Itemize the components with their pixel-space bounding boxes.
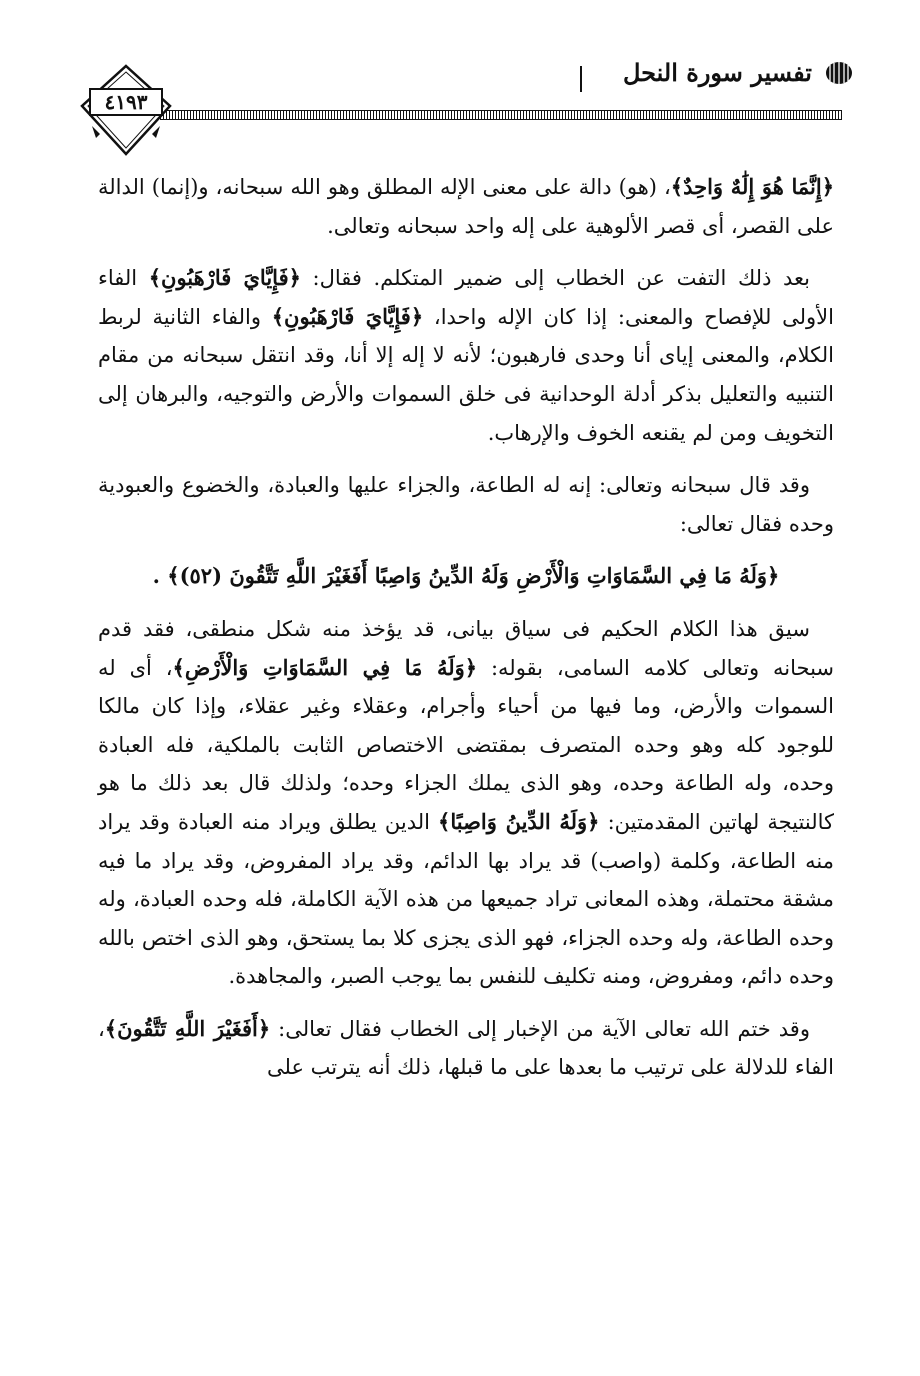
body-paragraph	[98, 466, 834, 543]
paragraph-text: وقد ختم الله تعالى الآية من الإخبار إلى الخطاب فقال تعالى:	[270, 1016, 810, 1041]
paragraph-text: الفاء الأولى للإفصاح والمعنى: إذا كان الإله واحدا،	[98, 266, 834, 329]
paragraph-text: بعد ذلك التفت عن الخطاب إلى ضمير المتكلم. فقال:	[300, 266, 810, 291]
quran-quote: ﴿فَإِيَّايَ فَارْهَبُونِ﴾	[271, 303, 424, 329]
header-divider	[580, 66, 582, 92]
body-paragraph	[98, 168, 834, 245]
flower-ornament-icon	[824, 60, 854, 86]
page-number: ٤١٩٣	[104, 90, 148, 114]
paragraph-text: وقد قال سبحانه وتعالى: إنه له الطاعة، والجزاء عليها والعبادة، والخضوع والعبودية وحده فقال تعالى:	[98, 473, 834, 536]
body-paragraph	[98, 259, 834, 452]
quran-quote: ﴿وَلَهُ الدِّينُ وَاصِبًا﴾	[438, 808, 600, 834]
paragraph-text: الدين يطلق ويراد منه العبادة وقد يراد منه الطاعة، وكلمة (واصب) قد يراد بها الدائم، وقد يراد المفروض، وقد يراد ما فيه مشقة محتملة، وهذه المعانى تراد جميعها من هذه الآية الكاملة، فله وحده العبادة، وله وحده الطاعة، وله وحده الجزاء، فهو الذى يجزى كلا بما يستحق، وهو الذى اختص بالله وحده دائم، ومفروض، ومنه تكليف للنفس بما يوجب الصبر، والمجاهدة.	[98, 809, 834, 989]
quran-quote: ﴿وَلَهُ مَا فِي السَّمَاوَاتِ وَالْأَرْضِ وَلَهُ الدِّينُ وَاصِبًا أَفَغَيْرَ اللَّهِ تَتَّقُونَ (٥٢)﴾ .	[152, 563, 780, 589]
body-paragraph	[98, 1010, 834, 1087]
verse-paragraph	[98, 557, 834, 596]
quran-quote: ﴿أَفَغَيْرَ اللَّهِ تَتَّقُونَ﴾	[104, 1015, 271, 1041]
paragraph-text: ، (هو) دالة على معنى الإله المطلق وهو الله سبحانه، و(إنما) الدالة على القصر، أى قصر الألوهية على إله واحد سبحانه وتعالى.	[98, 175, 834, 238]
quran-quote: ﴿فَإِيَّايَ فَارْهَبُونِ﴾	[148, 265, 301, 291]
paragraph-text: ، أى له السموات والأرض، وما فيها من أحياء وأجرام، وعقلاء وغير عقلاء، وإذا كان مالكا للوجود كله وهو وحده المتصرف بمقتضى الاختصاص الثابت بالملكية، فله العبادة وحده، وله الطاعة وحده، وهو الذى يملك الجزاء وحده؛ ولذلك قال بعد ذلك ما هو كالنتيجة لهاتين المقدمتين:	[98, 655, 834, 834]
quran-quote: ﴿وَلَهُ مَا فِي السَّمَاوَاتِ وَالْأَرْضِ﴾	[172, 654, 478, 680]
body-paragraph	[98, 610, 834, 996]
header-rule	[160, 110, 842, 120]
header-title: تفسير سورة النحل	[623, 58, 812, 87]
paragraph-text: والفاء الثانية لربط الكلام، والمعنى إياى أنا وحدى فارهبون؛ لأنه لا إله إلا أنا، وقد انتقل سبحانه من مقام التنبيه والتعليل بذكر أدلة الوحدانية فى خلق السموات والأرض والتوجيه، والبرهان إلى التخويف ومن لم يقنعه الخوف والإرهاب.	[98, 304, 834, 445]
paragraph-text: ، الفاء للدلالة على ترتيب ما بعدها على ما قبلها، ذلك أنه يترتب على	[98, 1016, 834, 1080]
quran-quote: ﴿إِنَّمَا هُوَ إِلَٰهٌ وَاحِدٌ﴾	[670, 174, 835, 199]
paragraph-text: سيق هذا الكلام الحكيم فى سياق بيانى، قد يؤخذ منه شكل منطقى، فقد قدم سبحانه وتعالى كلامه السامى، بقوله:	[98, 616, 835, 680]
page-body	[98, 168, 834, 1101]
